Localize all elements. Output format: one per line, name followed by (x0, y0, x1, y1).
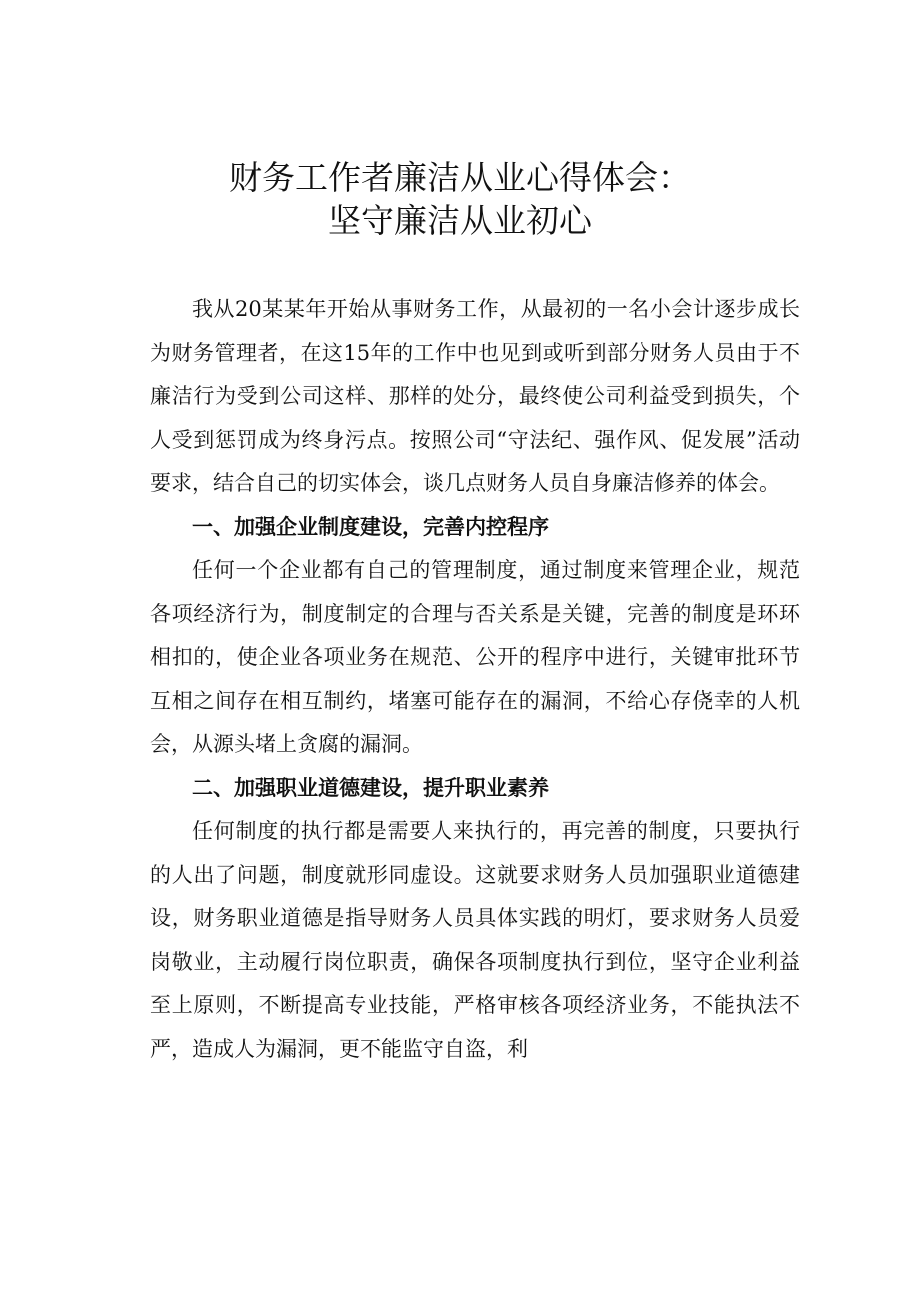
section-2-heading: 二、加强职业道德建设，提升职业素养 (192, 775, 549, 800)
section-1-paragraph: 任何一个企业都有自己的管理制度，通过制度来管理企业，规范各项经济行为，制度制定的合理与否关系是关键，完善的制度是环环相扣的，使企业各项业务在规范、公开的程序中进行，关键审批环节互相之间存在相互制约，堵塞可能存在的漏洞，不给心存侥幸的人机会，从源头堵上贪腐的漏洞。 (150, 558, 800, 756)
title-line-2: 坚守廉洁从业初心 (328, 201, 592, 240)
section-1-heading: 一、加强企业制度建设，完善内控程序 (192, 514, 549, 539)
title-line-1: 财务工作者廉洁从业心得体会： (229, 158, 691, 197)
section-2-paragraph: 任何制度的执行都是需要人来执行的，再完善的制度，只要执行的人出了问题，制度就形同虚设。这就要求财务人员加强职业道德建设，财务职业道德是指导财务人员具体实践的明灯，要求财务人员爱岗敬业，主动履行岗位职责，确保各项制度执行到位，坚守企业利益至上原则，不断提高专业技能，严格审核各项经济业务，不能执法不严，造成人为漏洞，更不能监守自盗，利 (150, 819, 800, 1061)
document-body (150, 288, 800, 1071)
intro-paragraph: 我从20某某年开始从事财务工作，从最初的一名小会计逐步成长为财务管理者，在这15年的工作中也见到或听到部分财务人员由于不廉洁行为受到公司这样、那样的处分，最终使公司利益受到损失，个人受到惩罚成为终身污点。按照公司“守法纪、强作风、促发展”活动要求，结合自己的切实体会，谈几点财务人员自身廉洁修养的体会。 (150, 297, 800, 495)
